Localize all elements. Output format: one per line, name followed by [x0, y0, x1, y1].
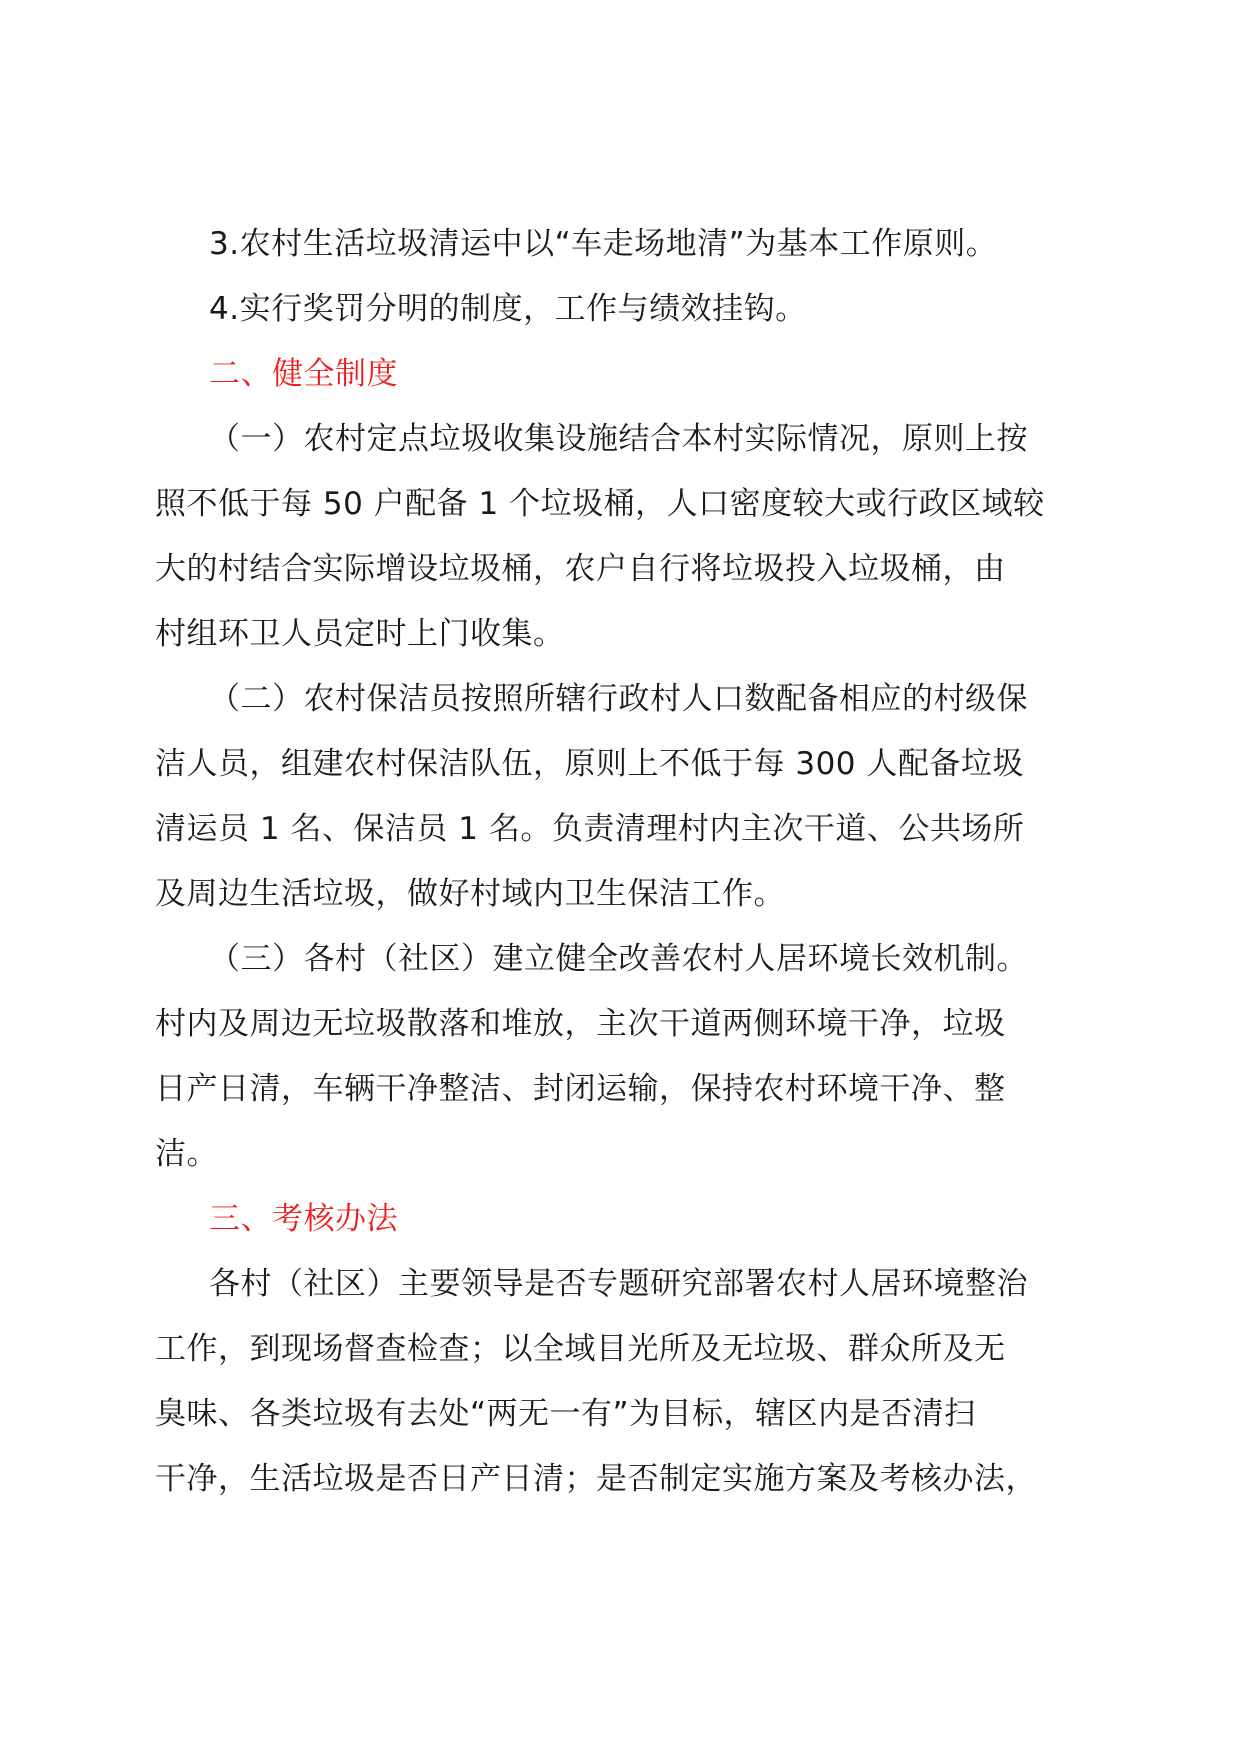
paragraph-line: 村内及周边无垃圾散落和堆放，主次干道两侧环境干净，垃圾 [155, 1006, 1006, 1042]
paragraph-line: 干净，生活垃圾是否日产日清；是否制定实施方案及考核办法， [155, 1461, 1037, 1497]
paragraph-line: 工作，到现场督查检查；以全域目光所及无垃圾、群众所及无 [155, 1331, 1006, 1367]
paragraph-facilities [155, 407, 1095, 667]
document-page [155, 212, 1095, 1512]
paragraph-line: 照不低于每 50 户配备 1 个垃圾桶，人口密度较大或行政区域较 [155, 486, 1045, 522]
paragraph-cleaners [155, 667, 1095, 927]
paragraph-line: 日产日清，车辆干净整洁、封闭运输，保持农村环境干净、整 [155, 1071, 1006, 1107]
paragraph-line: 大的村结合实际增设垃圾桶，农户自行将垃圾投入垃圾桶，由 [155, 551, 1006, 587]
item-4: 4.实行奖罚分明的制度，工作与绩效挂钩。 [209, 291, 807, 327]
paragraph-line: 臭味、各类垃圾有去处“两无一有”为目标，辖区内是否清扫 [155, 1396, 976, 1432]
paragraph-mechanism [155, 927, 1095, 1187]
paragraph-line: （三）各村（社区）建立健全改善农村人居环境长效机制。 [209, 941, 1028, 977]
section-heading-3: 三、考核办法 [209, 1201, 398, 1237]
paragraph-line: （一）农村定点垃圾收集设施结合本村实际情况，原则上按 [209, 421, 1028, 457]
paragraph-line: 洁人员，组建农村保洁队伍，原则上不低于每 300 人配备垃圾 [155, 746, 1024, 782]
paragraph-line: 各村（社区）主要领导是否专题研究部署农村人居环境整治 [209, 1266, 1028, 1302]
paragraph-line: （二）农村保洁员按照所辖行政村人口数配备相应的村级保 [209, 681, 1028, 717]
paragraph-line: 洁。 [155, 1136, 218, 1172]
paragraph-assessment [155, 1252, 1095, 1512]
paragraph-line: 清运员 1 名、保洁员 1 名。负责清理村内主次干道、公共场所 [155, 811, 1025, 847]
paragraph-line: 及周边生活垃圾，做好村域内卫生保洁工作。 [155, 876, 785, 912]
item-3: 3.农村生活垃圾清运中以“车走场地清”为基本工作原则。 [209, 226, 998, 262]
paragraph-line: 村组环卫人员定时上门收集。 [155, 616, 565, 652]
section-heading-2: 二、健全制度 [209, 356, 398, 392]
